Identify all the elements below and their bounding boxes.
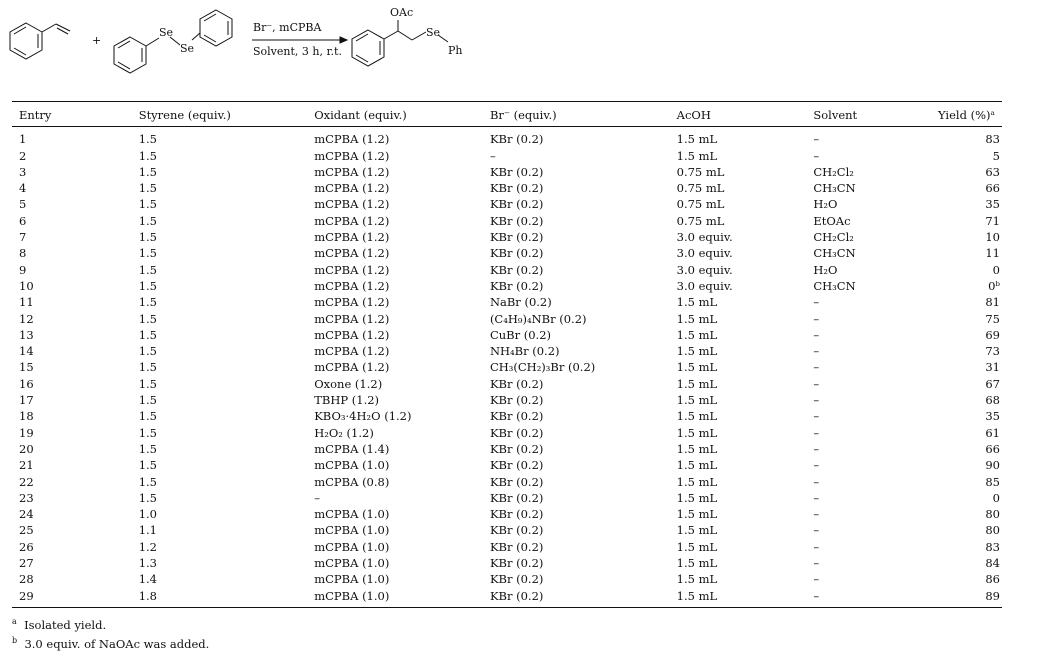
cell-oxidant: – [314,490,320,505]
cell-yield: 63 [985,164,1000,179]
cell-solvent: – [813,490,820,505]
table-row [12,294,1002,310]
table-row [12,539,1002,555]
cell-entry: 22 [19,474,34,489]
cell-bromide: KBr (0.2) [489,572,544,587]
cell-entry: 28 [19,572,34,587]
cell-acoh: 1.5 mL [676,458,718,473]
table-row [12,196,1002,212]
table-row [12,262,1002,278]
cell-bromide: KBr (0.2) [489,458,544,473]
cell-yield: 35 [985,197,1000,212]
table-row [12,376,1002,392]
se-label-1: Se [159,26,174,39]
cell-entry: 12 [19,311,34,326]
cell-solvent: – [813,474,820,489]
cell-styrene: 1.5 [138,230,157,245]
cell-acoh: 1.5 mL [676,441,718,456]
cell-solvent: – [813,556,820,571]
cell-bromide: KBr (0.2) [489,490,544,505]
cell-yield: 66 [985,181,1000,196]
reagents-bottom: Solvent, 3 h, r.t. [253,45,342,58]
cell-bromide: KBr (0.2) [489,132,544,147]
table-row [12,522,1002,538]
cell-entry: 4 [19,181,27,196]
cell-solvent: – [813,409,820,424]
cell-yield: 61 [985,425,1000,440]
table-row [12,490,1002,506]
cell-bromide: CH₃(CH₂)₃Br (0.2) [489,360,596,375]
cell-entry: 10 [19,278,34,293]
footnote-b: $^b$ 3.0 equiv. of NaOAc was added. [12,635,210,651]
cell-solvent: EtOAc [813,213,851,228]
table-row [12,327,1002,343]
table-row [12,127,1002,148]
table-row [12,164,1002,180]
cell-styrene: 1.5 [138,295,157,310]
cell-oxidant: mCPBA (1.2) [314,230,390,245]
se-label-2: Se [180,42,195,55]
table-row [12,474,1002,490]
results-table [12,101,1002,608]
cell-oxidant: mCPBA (1.0) [314,507,390,522]
cell-entry: 6 [19,213,27,228]
table-row [12,343,1002,359]
reaction-scheme [0,0,1038,96]
cell-bromide: KBr (0.2) [489,523,544,538]
cell-styrene: 1.5 [138,148,157,163]
cell-bromide: KBr (0.2) [489,393,544,408]
cell-entry: 24 [19,507,34,522]
cell-acoh: 1.5 mL [676,490,718,505]
cell-acoh: 1.5 mL [676,327,718,342]
cell-yield: 0ᵇ [988,278,1000,293]
cell-oxidant: mCPBA (1.0) [314,588,390,603]
cell-bromide: NaBr (0.2) [489,295,552,310]
cell-bromide: KBr (0.2) [489,588,544,603]
styrene-structure [10,23,70,59]
header-solvent: Solvent [813,108,858,122]
cell-bromide: KBr (0.2) [489,213,544,228]
cell-yield: 5 [992,148,1000,163]
cell-styrene: 1.5 [138,376,157,391]
cell-oxidant: mCPBA (1.2) [314,197,390,212]
cell-entry: 20 [19,441,34,456]
cell-bromide: KBr (0.2) [489,197,544,212]
header-bromide: Br⁻ (equiv.) [489,108,557,122]
table-row [12,148,1002,164]
cell-styrene: 1.5 [138,393,157,408]
cell-solvent: – [813,588,820,603]
cell-oxidant: mCPBA (1.0) [314,539,390,554]
cell-oxidant: mCPBA (1.2) [314,148,390,163]
product-ph-label: Ph [448,44,463,57]
cell-entry: 2 [19,148,27,163]
cell-yield: 85 [985,474,1000,489]
cell-entry: 19 [19,425,34,440]
cell-acoh: 1.5 mL [676,539,718,554]
header-oxidant: Oxidant (equiv.) [314,108,407,122]
cell-acoh: 0.75 mL [676,197,725,212]
cell-yield: 10 [985,230,1000,245]
cell-acoh: 1.5 mL [676,376,718,391]
cell-styrene: 1.5 [138,197,157,212]
cell-yield: 11 [985,246,1000,261]
table-row [12,441,1002,457]
cell-entry: 8 [19,246,27,261]
cell-oxidant: mCPBA (1.2) [314,278,390,293]
cell-oxidant: mCPBA (1.2) [314,164,390,179]
cell-entry: 9 [19,262,27,277]
cell-solvent: – [813,425,820,440]
cell-oxidant: mCPBA (1.2) [314,246,390,261]
cell-yield: 83 [985,539,1000,554]
cell-bromide: KBr (0.2) [489,278,544,293]
cell-oxidant: mCPBA (1.2) [314,132,390,147]
cell-entry: 1 [19,132,27,147]
cell-acoh: 1.5 mL [676,409,718,424]
cell-bromide: KBr (0.2) [489,474,544,489]
cell-entry: 26 [19,539,34,554]
cell-oxidant: mCPBA (1.2) [314,360,390,375]
cell-entry: 29 [19,588,34,603]
table-row [12,311,1002,327]
table-row [12,408,1002,424]
cell-bromide: KBr (0.2) [489,425,544,440]
cell-yield: 80 [985,523,1000,538]
table-row [12,229,1002,245]
cell-yield: 71 [985,213,1000,228]
cell-oxidant: TBHP (1.2) [314,393,380,408]
table-row [12,425,1002,441]
cell-yield: 84 [985,556,1000,571]
cell-entry: 14 [19,344,34,359]
cell-acoh: 3.0 equiv. [676,278,733,293]
table-body [12,127,1002,608]
cell-acoh: 3.0 equiv. [676,262,733,277]
cell-entry: 18 [19,409,34,424]
cell-solvent: – [813,393,820,408]
cell-oxidant: mCPBA (1.4) [314,441,390,456]
cell-oxidant: mCPBA (1.2) [314,213,390,228]
reaction-arrow [252,37,347,43]
cell-acoh: 1.5 mL [676,572,718,587]
cell-bromide: – [489,148,496,163]
cell-yield: 73 [985,344,1000,359]
product-se-label: Se [426,26,441,39]
cell-solvent: – [813,132,820,147]
table-row [12,180,1002,196]
cell-styrene: 1.5 [138,425,157,440]
header-yield: Yield (%)ᵃ [938,108,995,122]
cell-styrene: 1.1 [138,523,157,538]
cell-solvent: – [813,458,820,473]
cell-styrene: 1.2 [138,539,157,554]
cell-bromide: KBr (0.2) [489,507,544,522]
cell-bromide: NH₄Br (0.2) [489,344,560,359]
cell-solvent: – [813,441,820,456]
cell-acoh: 1.5 mL [676,588,718,603]
table-row [12,392,1002,408]
header-acoh: AcOH [676,108,711,122]
cell-yield: 69 [985,327,1000,342]
cell-yield: 68 [985,393,1000,408]
cell-styrene: 1.4 [138,572,157,587]
cell-yield: 0 [992,490,1000,505]
cell-yield: 35 [985,409,1000,424]
table-row [12,555,1002,571]
cell-styrene: 1.5 [138,278,157,293]
cell-entry: 7 [19,230,27,245]
cell-solvent: – [813,360,820,375]
cell-styrene: 1.5 [138,311,157,326]
cell-oxidant: mCPBA (1.0) [314,556,390,571]
cell-bromide: KBr (0.2) [489,556,544,571]
cell-styrene: 1.5 [138,490,157,505]
cell-yield: 86 [985,572,1000,587]
header-styrene: Styrene (equiv.) [138,108,231,122]
cell-solvent: CH₃CN [813,278,856,293]
cell-oxidant: H₂O₂ (1.2) [314,425,374,440]
cell-oxidant: mCPBA (1.0) [314,458,390,473]
footnote-a: $^a$ Isolated yield. [12,617,107,632]
cell-acoh: 1.5 mL [676,132,718,147]
cell-acoh: 1.5 mL [676,425,718,440]
header-entry: Entry [19,108,52,122]
table-row [12,359,1002,375]
cell-solvent: – [813,572,820,587]
table-row [12,278,1002,294]
cell-oxidant: mCPBA (1.0) [314,572,390,587]
cell-acoh: 1.5 mL [676,523,718,538]
cell-acoh: 1.5 mL [676,556,718,571]
cell-yield: 75 [985,311,1000,326]
cell-styrene: 1.5 [138,474,157,489]
cell-solvent: – [813,148,820,163]
cell-solvent: CH₂Cl₂ [813,164,854,179]
cell-acoh: 1.5 mL [676,295,718,310]
cell-styrene: 1.5 [138,458,157,473]
cell-oxidant: mCPBA (1.2) [314,344,390,359]
cell-entry: 17 [19,393,34,408]
cell-yield: 89 [985,588,1000,603]
cell-entry: 25 [19,523,34,538]
cell-solvent: – [813,311,820,326]
cell-entry: 13 [19,327,34,342]
cell-styrene: 1.5 [138,164,157,179]
table-row [12,588,1002,608]
cell-solvent: – [813,539,820,554]
table-row [12,213,1002,229]
cell-solvent: CH₃CN [813,181,856,196]
cell-entry: 15 [19,360,34,375]
cell-oxidant: KBO₃·4H₂O (1.2) [314,409,412,424]
cell-oxidant: mCPBA (1.2) [314,327,390,342]
cell-entry: 5 [19,197,27,212]
cell-styrene: 1.5 [138,360,157,375]
cell-oxidant: mCPBA (1.2) [314,295,390,310]
cell-yield: 81 [985,295,1000,310]
cell-bromide: KBr (0.2) [489,181,544,196]
cell-yield: 80 [985,507,1000,522]
cell-acoh: 0.75 mL [676,164,725,179]
cell-acoh: 3.0 equiv. [676,246,733,261]
cell-solvent: – [813,523,820,538]
reagents-top: Br⁻, mCPBA [253,21,322,34]
table-row [12,245,1002,261]
cell-acoh: 1.5 mL [676,311,718,326]
cell-yield: 66 [985,441,1000,456]
cell-acoh: 0.75 mL [676,181,725,196]
cell-acoh: 3.0 equiv. [676,230,733,245]
plus-sign: + [92,34,102,47]
cell-oxidant: Oxone (1.2) [314,376,383,391]
cell-styrene: 1.5 [138,441,157,456]
cell-solvent: H₂O [813,262,838,277]
cell-styrene: 1.5 [138,181,157,196]
cell-styrene: 1.5 [138,327,157,342]
cell-bromide: (C₄H₉)₄NBr (0.2) [489,311,587,326]
cell-styrene: 1.5 [138,409,157,424]
cell-entry: 21 [19,458,34,473]
cell-bromide: KBr (0.2) [489,164,544,179]
cell-solvent: CH₃CN [813,246,856,261]
diphenyl-diselenide-structure [114,10,232,73]
cell-styrene: 1.0 [138,507,157,522]
cell-bromide: KBr (0.2) [489,376,544,391]
cell-styrene: 1.5 [138,213,157,228]
cell-solvent: – [813,376,820,391]
cell-styrene: 1.5 [138,344,157,359]
cell-bromide: KBr (0.2) [489,539,544,554]
cell-bromide: KBr (0.2) [489,262,544,277]
cell-yield: 67 [985,376,1000,391]
cell-styrene: 1.5 [138,132,157,147]
cell-entry: 3 [19,164,27,179]
cell-solvent: – [813,327,820,342]
cell-styrene: 1.3 [138,556,157,571]
cell-bromide: KBr (0.2) [489,441,544,456]
footnotes [12,614,209,652]
cell-entry: 16 [19,376,34,391]
cell-entry: 27 [19,556,34,571]
cell-acoh: 1.5 mL [676,393,718,408]
cell-solvent: – [813,507,820,522]
cell-oxidant: mCPBA (0.8) [314,474,390,489]
cell-yield: 31 [985,360,1000,375]
product-oac-label: OAc [390,6,414,19]
cell-acoh: 1.5 mL [676,360,718,375]
cell-oxidant: mCPBA (1.2) [314,181,390,196]
cell-acoh: 1.5 mL [676,474,718,489]
cell-solvent: – [813,344,820,359]
cell-solvent: CH₂Cl₂ [813,230,854,245]
cell-styrene: 1.5 [138,246,157,261]
cell-acoh: 1.5 mL [676,148,718,163]
cell-solvent: – [813,295,820,310]
cell-styrene: 1.8 [138,588,157,603]
cell-bromide: CuBr (0.2) [489,327,552,342]
cell-oxidant: mCPBA (1.2) [314,311,390,326]
cell-oxidant: mCPBA (1.2) [314,262,390,277]
cell-yield: 90 [985,458,1000,473]
cell-bromide: KBr (0.2) [489,230,544,245]
cell-bromide: KBr (0.2) [489,409,544,424]
cell-oxidant: mCPBA (1.0) [314,523,390,538]
cell-yield: 0 [992,262,1000,277]
cell-entry: 11 [19,295,34,310]
cell-solvent: H₂O [813,197,838,212]
cell-acoh: 1.5 mL [676,507,718,522]
cell-acoh: 1.5 mL [676,344,718,359]
cell-styrene: 1.5 [138,262,157,277]
cell-yield: 83 [985,132,1000,147]
table-row [12,506,1002,522]
table-header [12,102,1002,127]
table-row [12,457,1002,473]
cell-acoh: 0.75 mL [676,213,725,228]
cell-entry: 23 [19,490,34,505]
table-row [12,571,1002,587]
cell-bromide: KBr (0.2) [489,246,544,261]
